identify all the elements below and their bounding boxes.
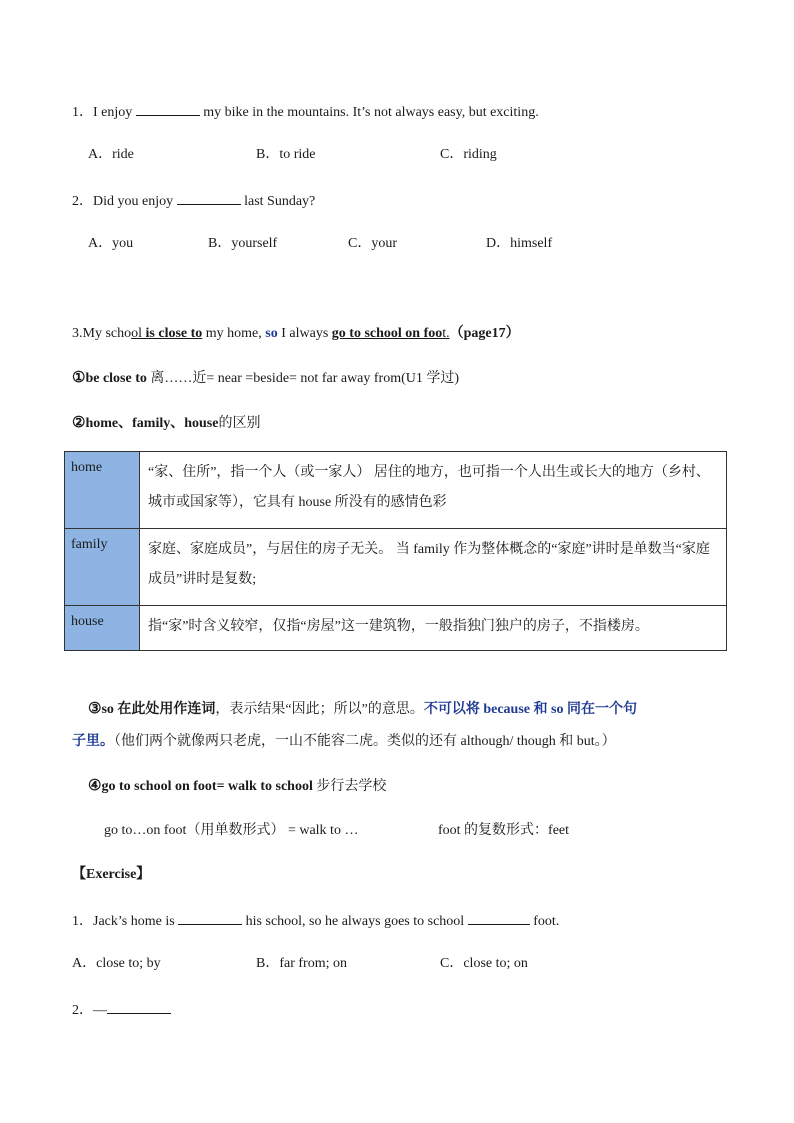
sentence-3-key-phrase: is close to xyxy=(145,326,203,341)
sentence-3-part: I always xyxy=(277,326,332,341)
note-3-phrase: so 在此处用作连词 xyxy=(101,702,216,717)
note-2 xyxy=(72,413,260,434)
comparison-table xyxy=(64,451,727,651)
sentence-3-part: 3.My scho xyxy=(72,326,132,341)
table-row xyxy=(65,452,727,529)
option-b: B．to ride xyxy=(256,147,316,162)
option-a: A．ride xyxy=(88,147,134,162)
answer-blank[interactable] xyxy=(177,190,241,205)
question-1 xyxy=(72,101,539,123)
sentence-3-so: so xyxy=(265,326,278,341)
sentence-3-page-ref: （page17） xyxy=(449,326,520,341)
question-1-post: my bike in the mountains. It’s not always easy, but exciting. xyxy=(199,105,539,120)
exercise-title: 【Exercise】 xyxy=(72,867,151,882)
answer-blank[interactable] xyxy=(468,910,530,925)
note-2-phrase: home、family、house xyxy=(85,416,219,431)
note-1-text: 离……近= near =beside= not far away from(U1 学过) xyxy=(146,371,460,386)
table-key: house xyxy=(65,606,140,651)
option-a: A．close to; by xyxy=(72,956,161,971)
note-1 xyxy=(72,368,459,389)
sentence-3-part: ol xyxy=(131,326,146,341)
question-2-pre: 2．Did you enjoy xyxy=(72,194,177,209)
option-c: C．close to; on xyxy=(440,956,528,971)
circled-number: ④ xyxy=(88,778,102,794)
exercise-2-pre: 2．— xyxy=(72,1003,107,1018)
exercise-1-pre: 1．Jack’s home is xyxy=(72,914,179,929)
option-d: D．himself xyxy=(486,236,553,251)
note-4-text: 步行去学校 xyxy=(312,779,387,794)
note-5 xyxy=(104,821,570,841)
exercise-1 xyxy=(72,910,559,932)
sentence-3-key-phrase: go to school on foo xyxy=(331,326,443,341)
answer-blank[interactable] xyxy=(136,101,200,116)
sentence-3 xyxy=(72,324,520,344)
table-row xyxy=(65,606,727,651)
option-c: C．riding xyxy=(440,147,497,162)
answer-blank[interactable] xyxy=(178,910,242,925)
note-3-text: ，表示结果“因此；所以”的意思。 xyxy=(215,702,424,717)
table-row xyxy=(65,529,727,606)
circled-number: ① xyxy=(72,370,86,386)
note-4-phrase: go to school on foot= walk to school xyxy=(101,779,313,794)
note-3-continued xyxy=(72,732,616,752)
option-a: A．you xyxy=(88,236,134,251)
exercise-1-mid: his school, so he always goes to school xyxy=(242,914,468,929)
note-4 xyxy=(88,776,386,797)
circled-number: ③ xyxy=(88,701,102,717)
note-5-plural: foot 的复数形式：feet xyxy=(438,823,570,838)
table-value: 家庭、家庭成员”，与居住的房子无关。 当 family 作为整体概念的“家庭”讲时是单数当“家庭成员”讲时是复数; xyxy=(140,529,727,606)
sentence-3-part: my home, xyxy=(202,326,266,341)
option-c: C．your xyxy=(348,236,397,251)
note-3 xyxy=(88,699,637,720)
option-b: B．yourself xyxy=(208,236,278,251)
note-2-text: 的区别 xyxy=(218,416,261,431)
answer-blank[interactable] xyxy=(107,999,171,1014)
exercise-2 xyxy=(72,999,171,1021)
note-3-warning: 不可以将 because 和 so 同在一个句 xyxy=(423,702,637,717)
note-1-phrase: be close to xyxy=(85,371,147,386)
option-b: B．far from; on xyxy=(256,956,347,971)
exercise-1-post: foot. xyxy=(529,914,560,929)
question-2-post: last Sunday? xyxy=(240,194,316,209)
sentence-3-part: t. xyxy=(442,326,450,341)
question-1-pre: 1．I enjoy xyxy=(72,105,136,120)
table-key: family xyxy=(65,529,140,606)
note-5-usage: go to…on foot（用单数形式） = walk to … xyxy=(104,823,359,838)
question-2 xyxy=(72,190,315,212)
note-3-warning: 子里。 xyxy=(72,734,114,749)
table-value: “家、住所”，指一个人（或一家人） 居住的地方，也可指一个人出生或长大的地方（乡村、城市或国家等），它具有 house 所没有的感情色彩 xyxy=(140,452,727,529)
note-3-text: （他们两个就像两只老虎，一山不能容二虎。类似的还有 although/ though 和 but。） xyxy=(114,734,616,749)
table-key: home xyxy=(65,452,140,529)
circled-number: ② xyxy=(72,415,86,431)
table-value: 指“家”时含义较窄，仅指“房屋”这一建筑物，一般指独门独户的房子，不指楼房。 xyxy=(140,606,727,651)
